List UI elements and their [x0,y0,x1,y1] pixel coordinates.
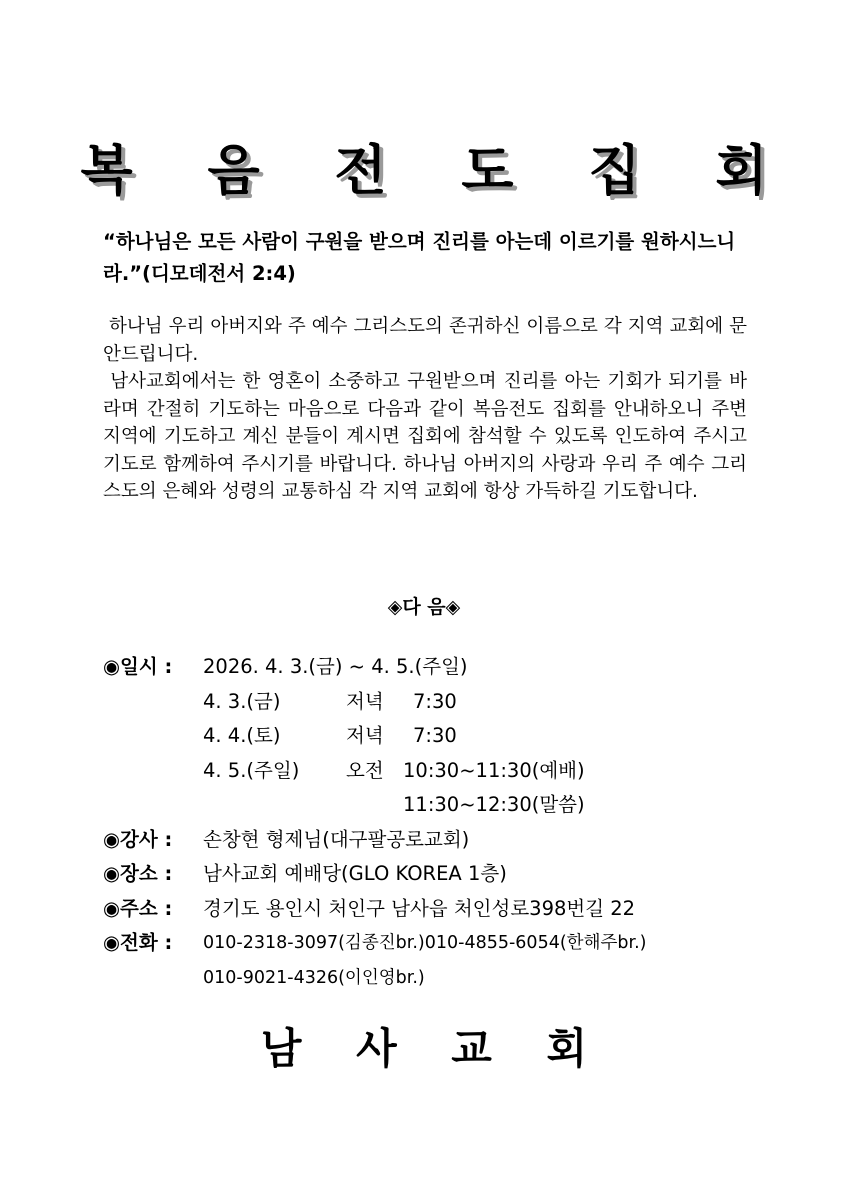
event-details [103,650,793,995]
bible-verse: “하나님은 모든 사람이 구원을 받으며 진리를 아는데 이르기를 원하시느니라.”(디모데전서 2:4) [103,230,736,285]
speaker-row [103,823,793,858]
schedule-row [103,685,793,720]
follow-heading: ◈다 음◈ [387,596,461,618]
flyer-title: 복 음 전 도 집 회 [80,139,796,202]
schedule-when: 저녁 [346,724,384,747]
schedule-day: 4. 3.(금) [203,689,281,713]
schedule-time: 7:30 [413,689,457,713]
place-label: ◉장소 : [103,862,173,885]
place-value: 남사교회 예배당(GLO KOREA 1층) [203,862,507,885]
phone-row-2 [103,961,793,996]
schedule-row [103,788,793,823]
intro-paragraph-text: 남사교회에서는 한 영혼이 소중하고 구원받으며 진리를 아는 기회가 되기를 바라며 간절히 기도하는 마음으로 다음과 같이 복음전도 집회를 안내하오니 주변 지역에 기도하고 계신 분들이 계시면 집회에 참석할 수 있도록 인도하여 주시고 기도로 함께하여 주시기를 바랍니다. 하나님 아버지의 사랑과 우리 주 예수 그리스도의 은혜와 성령의 교통하심 각 지역 교회에 항상 가득하길 기도합니다. [103,371,747,502]
phone-row [103,926,793,961]
speaker-value: 손창현 형제님(대구팔공로교회) [203,827,470,851]
address-label: ◉주소 : [103,896,173,920]
schedule-time: 10:30~11:30(예배) [403,758,585,782]
phone-label: ◉전화 : [103,931,173,954]
intro-paragraph [103,368,747,506]
date-value: 2026. 4. 3.(금) ~ 4. 5.(주일) [203,655,468,678]
phone-line-1: 010-2318-3097(김종진br.)010-4855-6054(한해주br.) [203,933,647,953]
phone-line-2: 010-9021-4326(이인영br.) [203,967,425,988]
schedule-when: 오전 [346,758,384,782]
schedule-day: 4. 4.(토) [203,724,281,747]
date-label: ◉일시 : [103,655,173,678]
intro-paragraph [103,313,747,368]
church-name: 남 사 교 회 [260,1024,608,1073]
place-row [103,857,793,892]
schedule-when: 저녁 [346,689,384,713]
speaker-label: ◉강사 : [103,827,173,851]
schedule-time: 11:30~12:30(말씀) [403,793,585,816]
schedule-row [103,719,793,754]
intro-paragraph-text: 하나님 우리 아버지와 주 예수 그리스도의 존귀하신 이름으로 각 지역 교회에 문안드립니다. [103,316,747,365]
address-row [103,892,793,927]
intro-text [103,313,747,506]
address-value: 경기도 용인시 처인구 남사읍 처인성로398번길 22 [203,896,636,920]
date-row [103,650,793,685]
schedule-row [103,754,793,789]
schedule-time: 7:30 [413,724,457,747]
schedule-day: 4. 5.(주일) [203,758,300,782]
